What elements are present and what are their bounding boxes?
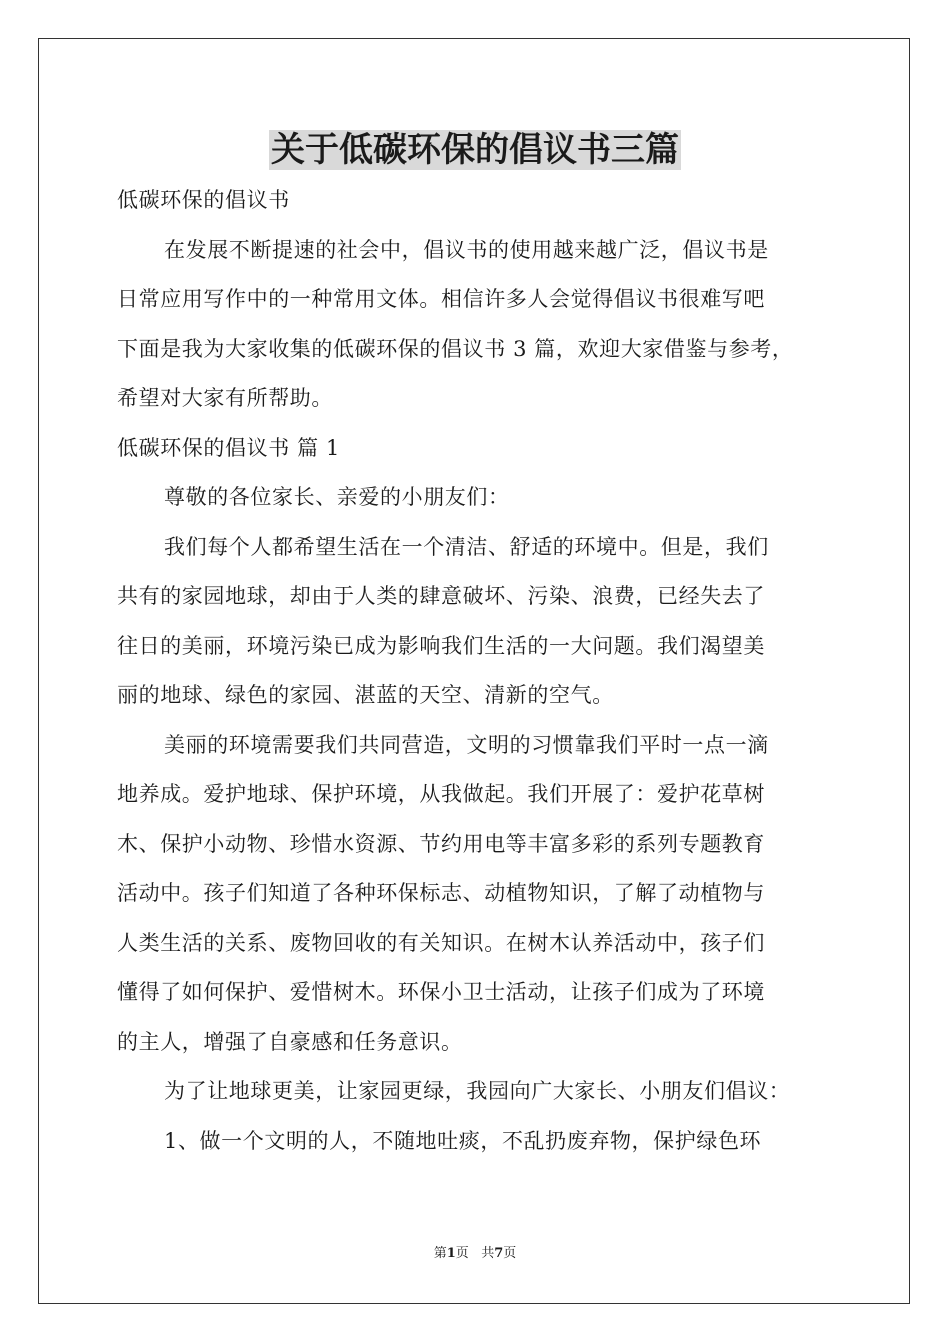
- total-page-number: 7: [494, 1246, 504, 1261]
- body-line: 的主人，增强了自豪感和任务意识。: [117, 1029, 463, 1054]
- body-line: 木、保护小动物、珍惜水资源、节约用电等丰富多彩的系列专题教育: [117, 831, 765, 856]
- body-line: 地养成。爱护地球、保护环境，从我做起。我们开展了：爱护花草树: [117, 782, 765, 806]
- body-line: 下面是我为大家收集的低碳环保的倡议书 3 篇，欢迎大家借鉴与参考，: [117, 336, 794, 361]
- page-label-prefix: 第: [433, 1246, 447, 1261]
- body-line: 往日的美丽，环境污染已成为影响我们生活的一大问题。我们渴望美: [117, 633, 765, 658]
- page-label-suffix: 页: [455, 1246, 469, 1261]
- document-title-container: [0, 128, 950, 172]
- total-label-prefix: 共: [481, 1246, 495, 1261]
- body-line: 懂得了如何保护、爱惜树木。环保小卫士活动，让孩子们成为了环境: [117, 980, 765, 1004]
- body-line: 希望对大家有所帮助。: [117, 386, 333, 410]
- body-line: 低碳环保的倡议书: [117, 188, 290, 212]
- document-body: [117, 176, 837, 1166]
- body-line: 在发展不断提速的社会中，倡议书的使用越来越广泛，倡议书是: [164, 237, 769, 262]
- document-title: 关于低碳环保的倡议书三篇: [271, 130, 679, 170]
- body-line: 尊敬的各位家长、亲爱的小朋友们：: [164, 485, 510, 509]
- body-line: 低碳环保的倡议书 篇 1: [117, 435, 340, 460]
- body-line: 活动中。孩子们知道了各种环保标志、动植物知识，了解了动植物与: [117, 881, 765, 905]
- body-line: 人类生活的关系、废物回收的有关知识。在树木认养活动中，孩子们: [117, 930, 765, 955]
- body-line: 共有的家园地球，却由于人类的肆意破坏、污染、浪费，已经失去了: [117, 584, 765, 608]
- page-footer: [0, 1246, 950, 1262]
- body-line: 我们每个人都希望生活在一个清洁、舒适的环境中。但是，我们: [164, 534, 769, 559]
- body-line: 美丽的环境需要我们共同营造，文明的习惯靠我们平时一点一滴: [164, 732, 769, 757]
- body-line: 日常应用写作中的一种常用文体。相信许多人会觉得倡议书很难写吧: [117, 287, 765, 311]
- body-line: 丽的地球、绿色的家园、湛蓝的天空、清新的空气。: [117, 683, 614, 707]
- body-line: 1、做一个文明的人，不随地吐痰，不乱扔废弃物，保护绿色环: [164, 1128, 762, 1153]
- total-label-suffix: 页: [503, 1246, 517, 1261]
- body-line: 为了让地球更美，让家园更绿，我园向广大家长、小朋友们倡议：: [164, 1079, 791, 1103]
- current-page-number: 1: [446, 1246, 456, 1261]
